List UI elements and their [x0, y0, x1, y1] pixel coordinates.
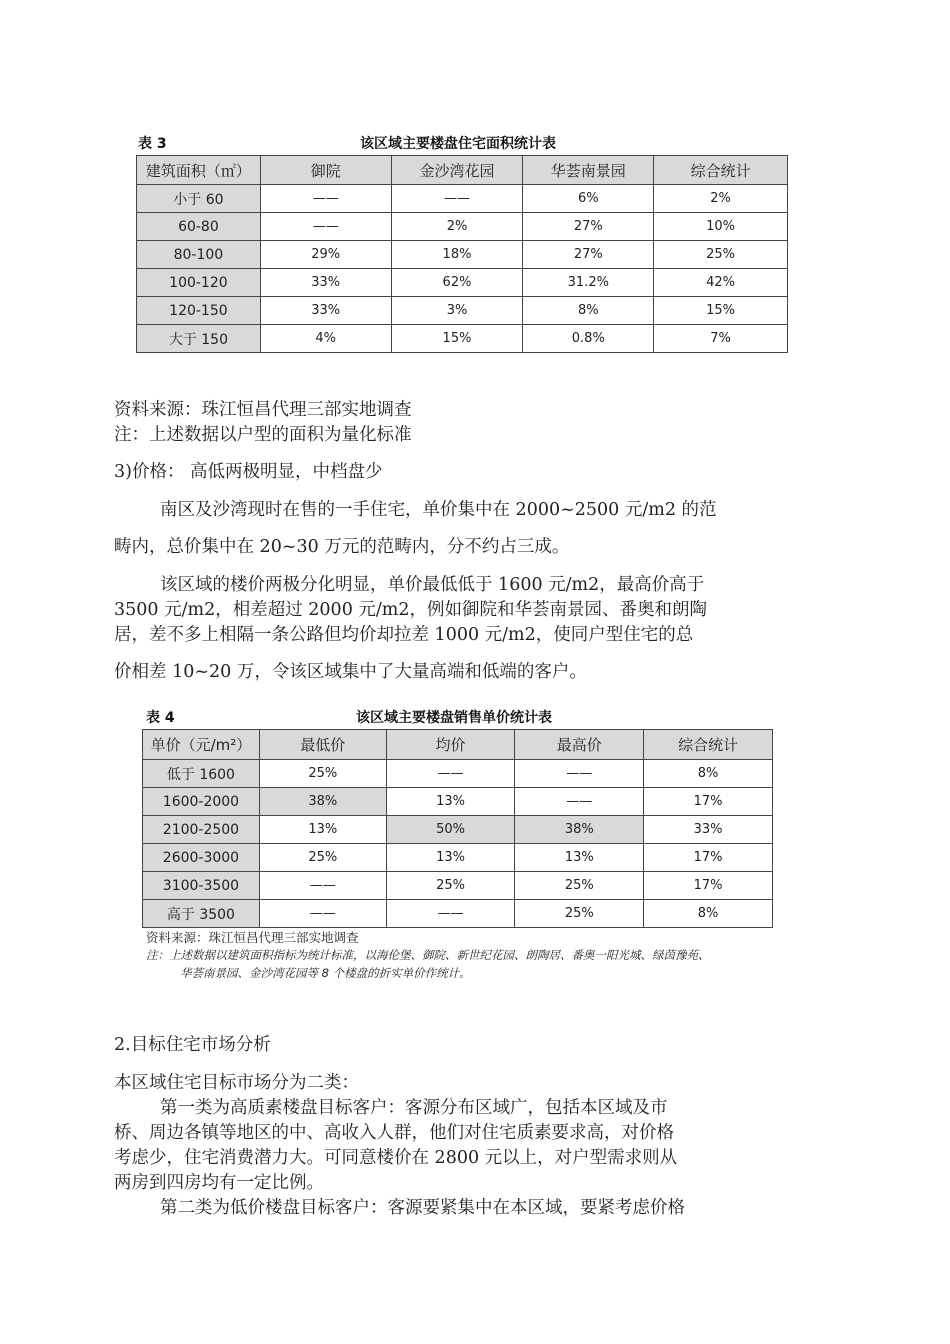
table3-cell: 33%: [260, 297, 391, 325]
table3-cell: 42%: [654, 269, 788, 297]
table3-header-row: [137, 156, 788, 185]
table4-cell: 25%: [259, 844, 386, 872]
table4-cell: ——: [386, 900, 515, 928]
table3-header-cell: 综合统计: [654, 156, 788, 185]
table3-row-label: 100-120: [137, 269, 261, 297]
table3-cell: 0.8%: [523, 325, 654, 353]
table4-cell: 33%: [644, 816, 773, 844]
table3-cell: ——: [260, 185, 391, 213]
table4-row-label: 3100-3500: [143, 872, 260, 900]
table3-header-cell: 华荟南景园: [523, 156, 654, 185]
table4-cell: 25%: [259, 760, 386, 788]
table4-row-label: 高于 3500: [143, 900, 260, 928]
paragraph-line: 考虑少，住宅消费潜力大。可同意楼价在 2800 元以上，对户型需求则从: [114, 1148, 678, 1168]
table3-cell: 31.2%: [523, 269, 654, 297]
table3-header-cell: 金沙湾花园: [391, 156, 523, 185]
table3-row-label: 60-80: [137, 213, 261, 241]
table4-source: 资料来源：珠江恒昌代理三部实地调查: [146, 930, 359, 945]
table-row: [143, 788, 773, 816]
table-row: [137, 269, 788, 297]
paragraph-line: 桥、周边各镇等地区的中、高收入人群，他们对住宅质素要求高，对价格: [114, 1123, 674, 1143]
table4-cell: 38%: [515, 816, 644, 844]
table3-cell: 2%: [391, 213, 523, 241]
table4-header-cell: 单价（元/m²）: [143, 730, 260, 760]
table3-row-label: 120-150: [137, 297, 261, 325]
table4-row-label: 低于 1600: [143, 760, 260, 788]
table-row: [137, 213, 788, 241]
table4-cell: ——: [259, 900, 386, 928]
table4-row-label: 2600-3000: [143, 844, 260, 872]
table3-cell: 27%: [523, 241, 654, 269]
paragraph-line: 第二类为低价楼盘目标客户：客源要紧集中在本区域，要紧考虑价格: [160, 1198, 685, 1218]
table4-row-label: 2100-2500: [143, 816, 260, 844]
paragraph-line: 第一类为高质素楼盘目标客户：客源分布区域广，包括本区域及市: [160, 1098, 668, 1118]
table3-cell: 15%: [391, 325, 523, 353]
table4-cell: 13%: [515, 844, 644, 872]
paragraph-line: 该区域的楼价两极分化明显，单价最低低于 1600 元/m2，最高价高于: [160, 575, 705, 595]
table4-header-cell: 最高价: [515, 730, 644, 760]
table4-cell: 38%: [259, 788, 386, 816]
table3-header-cell: 建筑面积（㎡）: [137, 156, 261, 185]
table-row: [137, 241, 788, 269]
table3-cell: ——: [391, 185, 523, 213]
table-row: [143, 844, 773, 872]
table3-cell: 33%: [260, 269, 391, 297]
table3-cell: 7%: [654, 325, 788, 353]
table4-cell: ——: [515, 788, 644, 816]
table3-row-label: 小于 60: [137, 185, 261, 213]
paragraph-line: 3500 元/m2，相差超过 2000 元/m2，例如御院和华荟南景园、番奥和朗陶: [114, 600, 708, 620]
table4-note: 华荟南景园、金沙湾花园等 8 个楼盘的折实单价作统计。: [180, 966, 471, 980]
table-row: [143, 872, 773, 900]
table3-cell: 27%: [523, 213, 654, 241]
table4-number: 表 4: [146, 710, 175, 726]
table4-cell: 13%: [259, 816, 386, 844]
table3-cell: 2%: [654, 185, 788, 213]
table3-cell: 8%: [523, 297, 654, 325]
table4-cell: 25%: [515, 872, 644, 900]
table4-cell: ——: [259, 872, 386, 900]
table4-cell: 13%: [386, 788, 515, 816]
table3-cell: 4%: [260, 325, 391, 353]
table-row: [137, 297, 788, 325]
table4-header-row: [143, 730, 773, 760]
table3-cell: 62%: [391, 269, 523, 297]
table4-header-cell: 均价: [386, 730, 515, 760]
paragraph-line: 居，差不多上相隔一条公路但均价却拉差 1000 元/m2，使同户型住宅的总: [114, 625, 694, 645]
table-row: [143, 760, 773, 788]
table4: [142, 729, 773, 928]
table4-cell: 8%: [644, 760, 773, 788]
table3-cell: 10%: [654, 213, 788, 241]
table4-cell: 17%: [644, 844, 773, 872]
table3-number: 表 3: [138, 136, 167, 152]
table-row: [143, 900, 773, 928]
paragraph-line: 两房到四房均有一定比例。: [114, 1173, 324, 1193]
table4-cell: 50%: [386, 816, 515, 844]
section-intro: 本区域住宅目标市场分为二类：: [114, 1073, 359, 1093]
table3: [136, 155, 788, 353]
paragraph-line: 南区及沙湾现时在售的一手住宅，单价集中在 2000~2500 元/m2 的范: [160, 500, 717, 520]
table3-cell: 29%: [260, 241, 391, 269]
table3-title: 该区域主要楼盘住宅面积统计表: [360, 136, 556, 152]
table3-cell: 15%: [654, 297, 788, 325]
table3-cell: 25%: [654, 241, 788, 269]
table4-cell: 25%: [386, 872, 515, 900]
table4-title: 该区域主要楼盘销售单价统计表: [356, 710, 552, 726]
table4-cell: 17%: [644, 788, 773, 816]
table-row: [143, 816, 773, 844]
table4-note: 注：上述数据以建筑面积指标为统计标准，以海伦堡、御院、新世纪花园、朗陶居、番奥一阳光城、绿茵豫苑、: [146, 948, 710, 962]
table4-cell: 8%: [644, 900, 773, 928]
price-section-heading: 3)价格： 高低两极明显，中档盘少: [114, 462, 383, 482]
table4-cell: ——: [386, 760, 515, 788]
table3-cell: 18%: [391, 241, 523, 269]
table3-note: 注：上述数据以户型的面积为量化标准: [114, 425, 412, 445]
table4-header-cell: 综合统计: [644, 730, 773, 760]
table-row: [137, 325, 788, 353]
paragraph-line: 价相差 10~20 万，令该区域集中了大量高端和低端的客户。: [114, 662, 587, 682]
paragraph-line: 畴内，总价集中在 20~30 万元的范畴内，分不约占三成。: [114, 537, 570, 557]
table4-cell: 13%: [386, 844, 515, 872]
table4-cell: 17%: [644, 872, 773, 900]
table3-header-cell: 御院: [260, 156, 391, 185]
table3-source: 资料来源：珠江恒昌代理三部实地调查: [114, 400, 412, 420]
table3-cell: ——: [260, 213, 391, 241]
section-heading: 2.目标住宅市场分析: [114, 1035, 271, 1055]
table4-cell: 25%: [515, 900, 644, 928]
table3-cell: 6%: [523, 185, 654, 213]
table4-row-label: 1600-2000: [143, 788, 260, 816]
table3-row-label: 80-100: [137, 241, 261, 269]
table3-cell: 3%: [391, 297, 523, 325]
table3-row-label: 大于 150: [137, 325, 261, 353]
table4-cell: ——: [515, 760, 644, 788]
table-row: [137, 185, 788, 213]
table4-header-cell: 最低价: [259, 730, 386, 760]
